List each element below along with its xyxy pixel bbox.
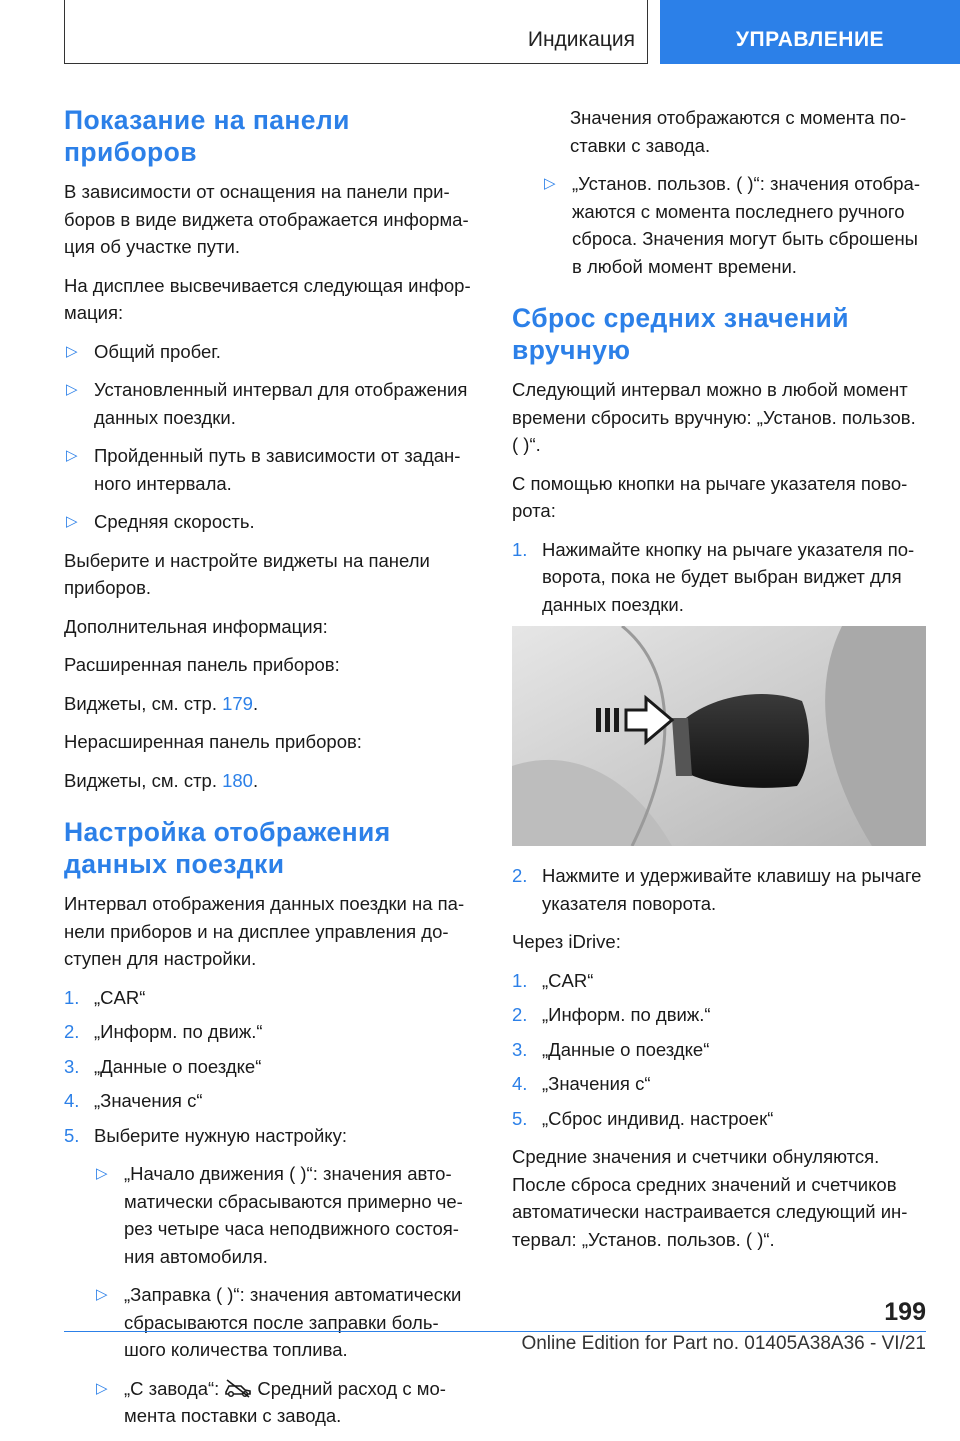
list-item: ▷ „Заправка ( )“: значения автоматически сбрасываются после заправки боль-шого количества топлива.: [94, 1281, 478, 1364]
numbered-step: 5. „Сброс индивид. настроек“: [512, 1107, 774, 1129]
triangle-bullet-icon: ▷: [66, 447, 78, 464]
header-section-box: [64, 0, 648, 64]
triangle-bullet-icon: ▷: [96, 1165, 108, 1182]
triangle-bullet-icon: ▷: [544, 175, 556, 192]
paragraph: Нерасширенная панель приборов:: [64, 731, 362, 752]
list-item: ▷ Пройденный путь в зависимости от задан-ного интервала.: [64, 442, 478, 497]
paragraph: На дисплее высвечивается следующая инфор-мация:: [64, 274, 471, 323]
numbered-step: 1. Нажимайте кнопку на рычаге указателя по-ворота, пока не будет выбран виджет для данных поездки.: [512, 538, 915, 615]
triangle-bullet-icon: ▷: [66, 342, 78, 360]
page-number: 199: [884, 1298, 926, 1326]
list-item: ▷ Средняя скорость.: [64, 508, 478, 536]
heading-manual-reset: Сброс средних значений вручную: [512, 303, 849, 365]
numbered-step: 3. „Данные о поездке“: [512, 1038, 710, 1060]
numbered-step: 5. Выберите нужную настройку:: [64, 1124, 347, 1146]
list-item: ▷ Установленный интервал для отображения данных поездки.: [64, 376, 478, 431]
paragraph: Через iDrive:: [512, 931, 621, 952]
heading-instrument-panel: Показание на панели приборов: [64, 105, 350, 167]
paragraph: Виджеты, см. стр. 179.: [64, 692, 259, 714]
page-link-180[interactable]: 180: [222, 769, 253, 791]
turn-signal-lever-illustration: [512, 626, 926, 846]
paragraph: Значения отображаются с момента по-ставки с завода.: [570, 107, 907, 156]
paragraph: Расширенная панель приборов:: [64, 654, 340, 675]
list-item: ▷ „Начало движения ( )“: значения авто-матически сбрасываются примерно че-рез четыре часа неподвижного состоя-ния автомобиля.: [94, 1160, 478, 1270]
header-section-title: Индикация: [527, 28, 635, 51]
right-column: [512, 104, 926, 1264]
paragraph: В зависимости от оснащения на панели при-боров в виде виджета отображается информа-ция об участке пути.: [64, 181, 469, 257]
numbered-step: 1. „CAR“: [64, 986, 146, 1008]
triangle-bullet-icon: ▷: [66, 381, 78, 398]
paragraph: Средние значения и счетчики обнуляются. После сброса средних значений и счетчиков автоматически настраивается следующий ин-тервал: „Установ. пользов. ( )“.: [512, 1146, 908, 1250]
list-item: ▷ „С завода“: Средний расход с мо-мента поставки с завода.: [94, 1375, 478, 1430]
lever-button-illustration: [512, 626, 926, 846]
triangle-bullet-icon: ▷: [96, 1286, 108, 1303]
heading-trip-data-settings: Настройка отображения данных поездки: [64, 817, 391, 879]
numbered-step: 4. „Значения с“: [64, 1090, 203, 1111]
triangle-bullet-icon: ▷: [66, 513, 78, 530]
paragraph: С помощью кнопки на рычаге указателя пово-рота:: [512, 472, 908, 521]
numbered-step: 1. „CAR“: [512, 969, 594, 991]
paragraph: Интервал отображения данных поездки на па-нели приборов и на дисплее управления до-ступен для настройки.: [64, 893, 465, 969]
footer-divider: [64, 1331, 926, 1332]
paragraph: Выберите и настройте виджеты на панели приборов.: [64, 549, 430, 598]
paragraph: Дополнительная информация:: [64, 615, 328, 637]
numbered-step: 2. „Информ. по движ.“: [64, 1021, 263, 1042]
numbered-step: 3. „Данные о поездке“: [64, 1055, 262, 1077]
page-link-179[interactable]: 179: [222, 692, 253, 714]
numbered-step: 2. „Информ. по движ.“: [512, 1004, 711, 1025]
list-item: ▷ „Установ. пользов. ( )“: значения отобра-жаются с момента последнего ручного сброса. Значения могут быть сброшены в любой момент времени.: [542, 170, 926, 280]
numbered-step: 2. Нажмите и удерживайте клавишу на рычаге указателя поворота.: [512, 865, 922, 914]
footer-edition: Online Edition for Part no. 01405A38A36 - VI/21: [521, 1333, 926, 1354]
header-chapter-tab[interactable]: УПРАВЛЕНИЕ: [660, 0, 960, 64]
paragraph: Виджеты, см. стр. 180.: [64, 769, 259, 791]
left-column: [64, 104, 478, 1441]
numbered-step: 4. „Значения с“: [512, 1073, 651, 1094]
paragraph: Следующий интервал можно в любой момент времени сбросить вручную: „Установ. пользов. ( )“.: [512, 379, 916, 455]
triangle-bullet-icon: ▷: [96, 1379, 108, 1397]
factory-car-icon: [223, 1378, 253, 1398]
list-item: ▷ Общий пробег.: [64, 338, 478, 366]
